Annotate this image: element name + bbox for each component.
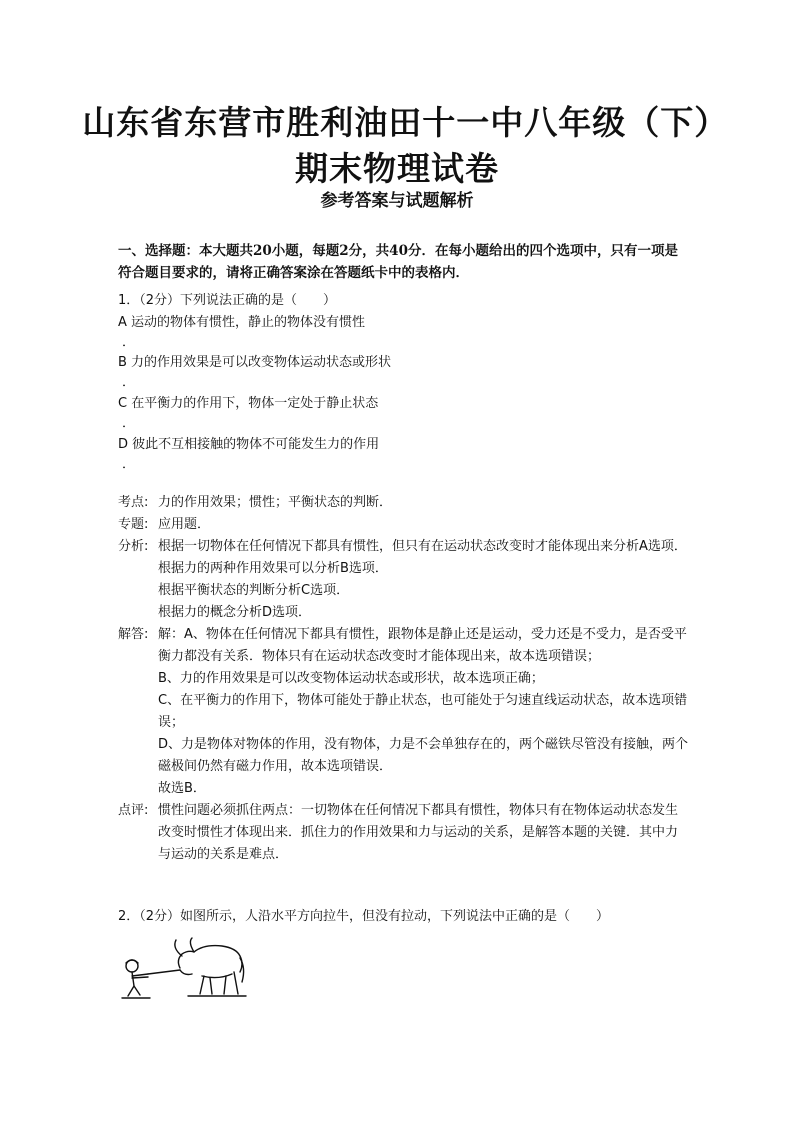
jieda-label: 解答:: [118, 627, 149, 642]
jieda-line-b: B、力的作用效果是可以改变物体运动状态或形状，故本选项正确；: [158, 671, 544, 686]
kaodian-row: [118, 492, 688, 514]
q1-option-b-dot: ．: [122, 375, 136, 390]
q1-option-d: D 彼此不互相接触的物体不可能发生力的作用: [118, 437, 380, 452]
q1-option-c-dot: ．: [122, 416, 136, 431]
dianping-label: 点评:: [118, 803, 149, 818]
jieda-line-a: 解：A、物体在任何情况下都具有惯性，跟物体是静止还是运动，受力还是不受力，是否受平衡力都没有关系．物体只有在运动状态改变时才能体现出来，故本选项错误；: [158, 627, 687, 664]
dianping-row: [118, 800, 688, 866]
zhuanti-text: 应用题．: [158, 517, 211, 532]
section-heading: 一、选择题：本大题共20小题，每题2分，共40分．在每小题给出的四个选项中，只有一项是符合题目要求的，请将正确答案涂在答题纸卡中的表格内．: [118, 243, 678, 281]
q2-stem: 2．（2分）如图所示，人沿水平方向拉牛，但没有拉动，下列说法中正确的是（ ）: [118, 909, 610, 924]
person-pulling-ox-illustration: [118, 936, 248, 1002]
jieda-answer: 故选B．: [158, 781, 206, 796]
fenxi-line-a: 根据一切物体在任何情况下都具有惯性，但只有在运动状态改变时才能体现出来分析A选项．: [158, 539, 687, 554]
q1-analysis: [118, 492, 688, 866]
kaodian-text: 力的作用效果；惯性；平衡状态的判断．: [158, 495, 393, 510]
fenxi-label: 分析:: [118, 539, 149, 554]
jieda-line-d: D、力是物体对物体的作用，没有物体，力是不会单独存在的，两个磁铁尽管没有接触，两个磁极间仍然有磁力作用，故本选项错误．: [158, 737, 689, 774]
fenxi-row: [118, 536, 688, 624]
page-subtitle: 参考答案与试题解析: [320, 191, 474, 211]
fenxi-line-b: 根据力的两种作用效果可以分析B选项．: [158, 561, 388, 576]
zhuanti-label: 专题:: [118, 517, 149, 532]
q1-option-d-dot: ．: [122, 457, 136, 472]
q1-option-c: C 在平衡力的作用下，物体一定处于静止状态: [118, 396, 379, 411]
zhuanti-row: [118, 514, 688, 536]
q1-option-a-dot: ．: [122, 335, 136, 350]
dianping-text: 惯性问题必须抓住两点：一切物体在任何情况下都具有惯性，物体只有在物体运动状态发生改变时惯性才体现出来．抓住力的作用效果和力与运动的关系，是解答本题的关键．其中力与运动的关系是难点．: [158, 803, 679, 862]
q1-option-b: B 力的作用效果是可以改变物体运动状态或形状: [118, 355, 392, 370]
q1-stem: 1．（2分）下列说法正确的是（ ）: [118, 293, 337, 308]
fenxi-line-c: 根据平衡状态的判断分析C选项．: [158, 583, 350, 598]
jieda-row: [118, 624, 688, 800]
q1-option-a: A 运动的物体有惯性，静止的物体没有惯性: [118, 315, 366, 330]
page-title: 山东省东营市胜利油田十一中八年级（下）期末物理试卷: [82, 103, 712, 188]
fenxi-line-d: 根据力的概念分析D选项．: [158, 605, 312, 620]
jieda-line-c: C、在平衡力的作用下，物体可能处于静止状态，也可能处于匀速直线运动状态，故本选项错误；: [158, 693, 688, 730]
kaodian-label: 考点:: [118, 495, 149, 510]
